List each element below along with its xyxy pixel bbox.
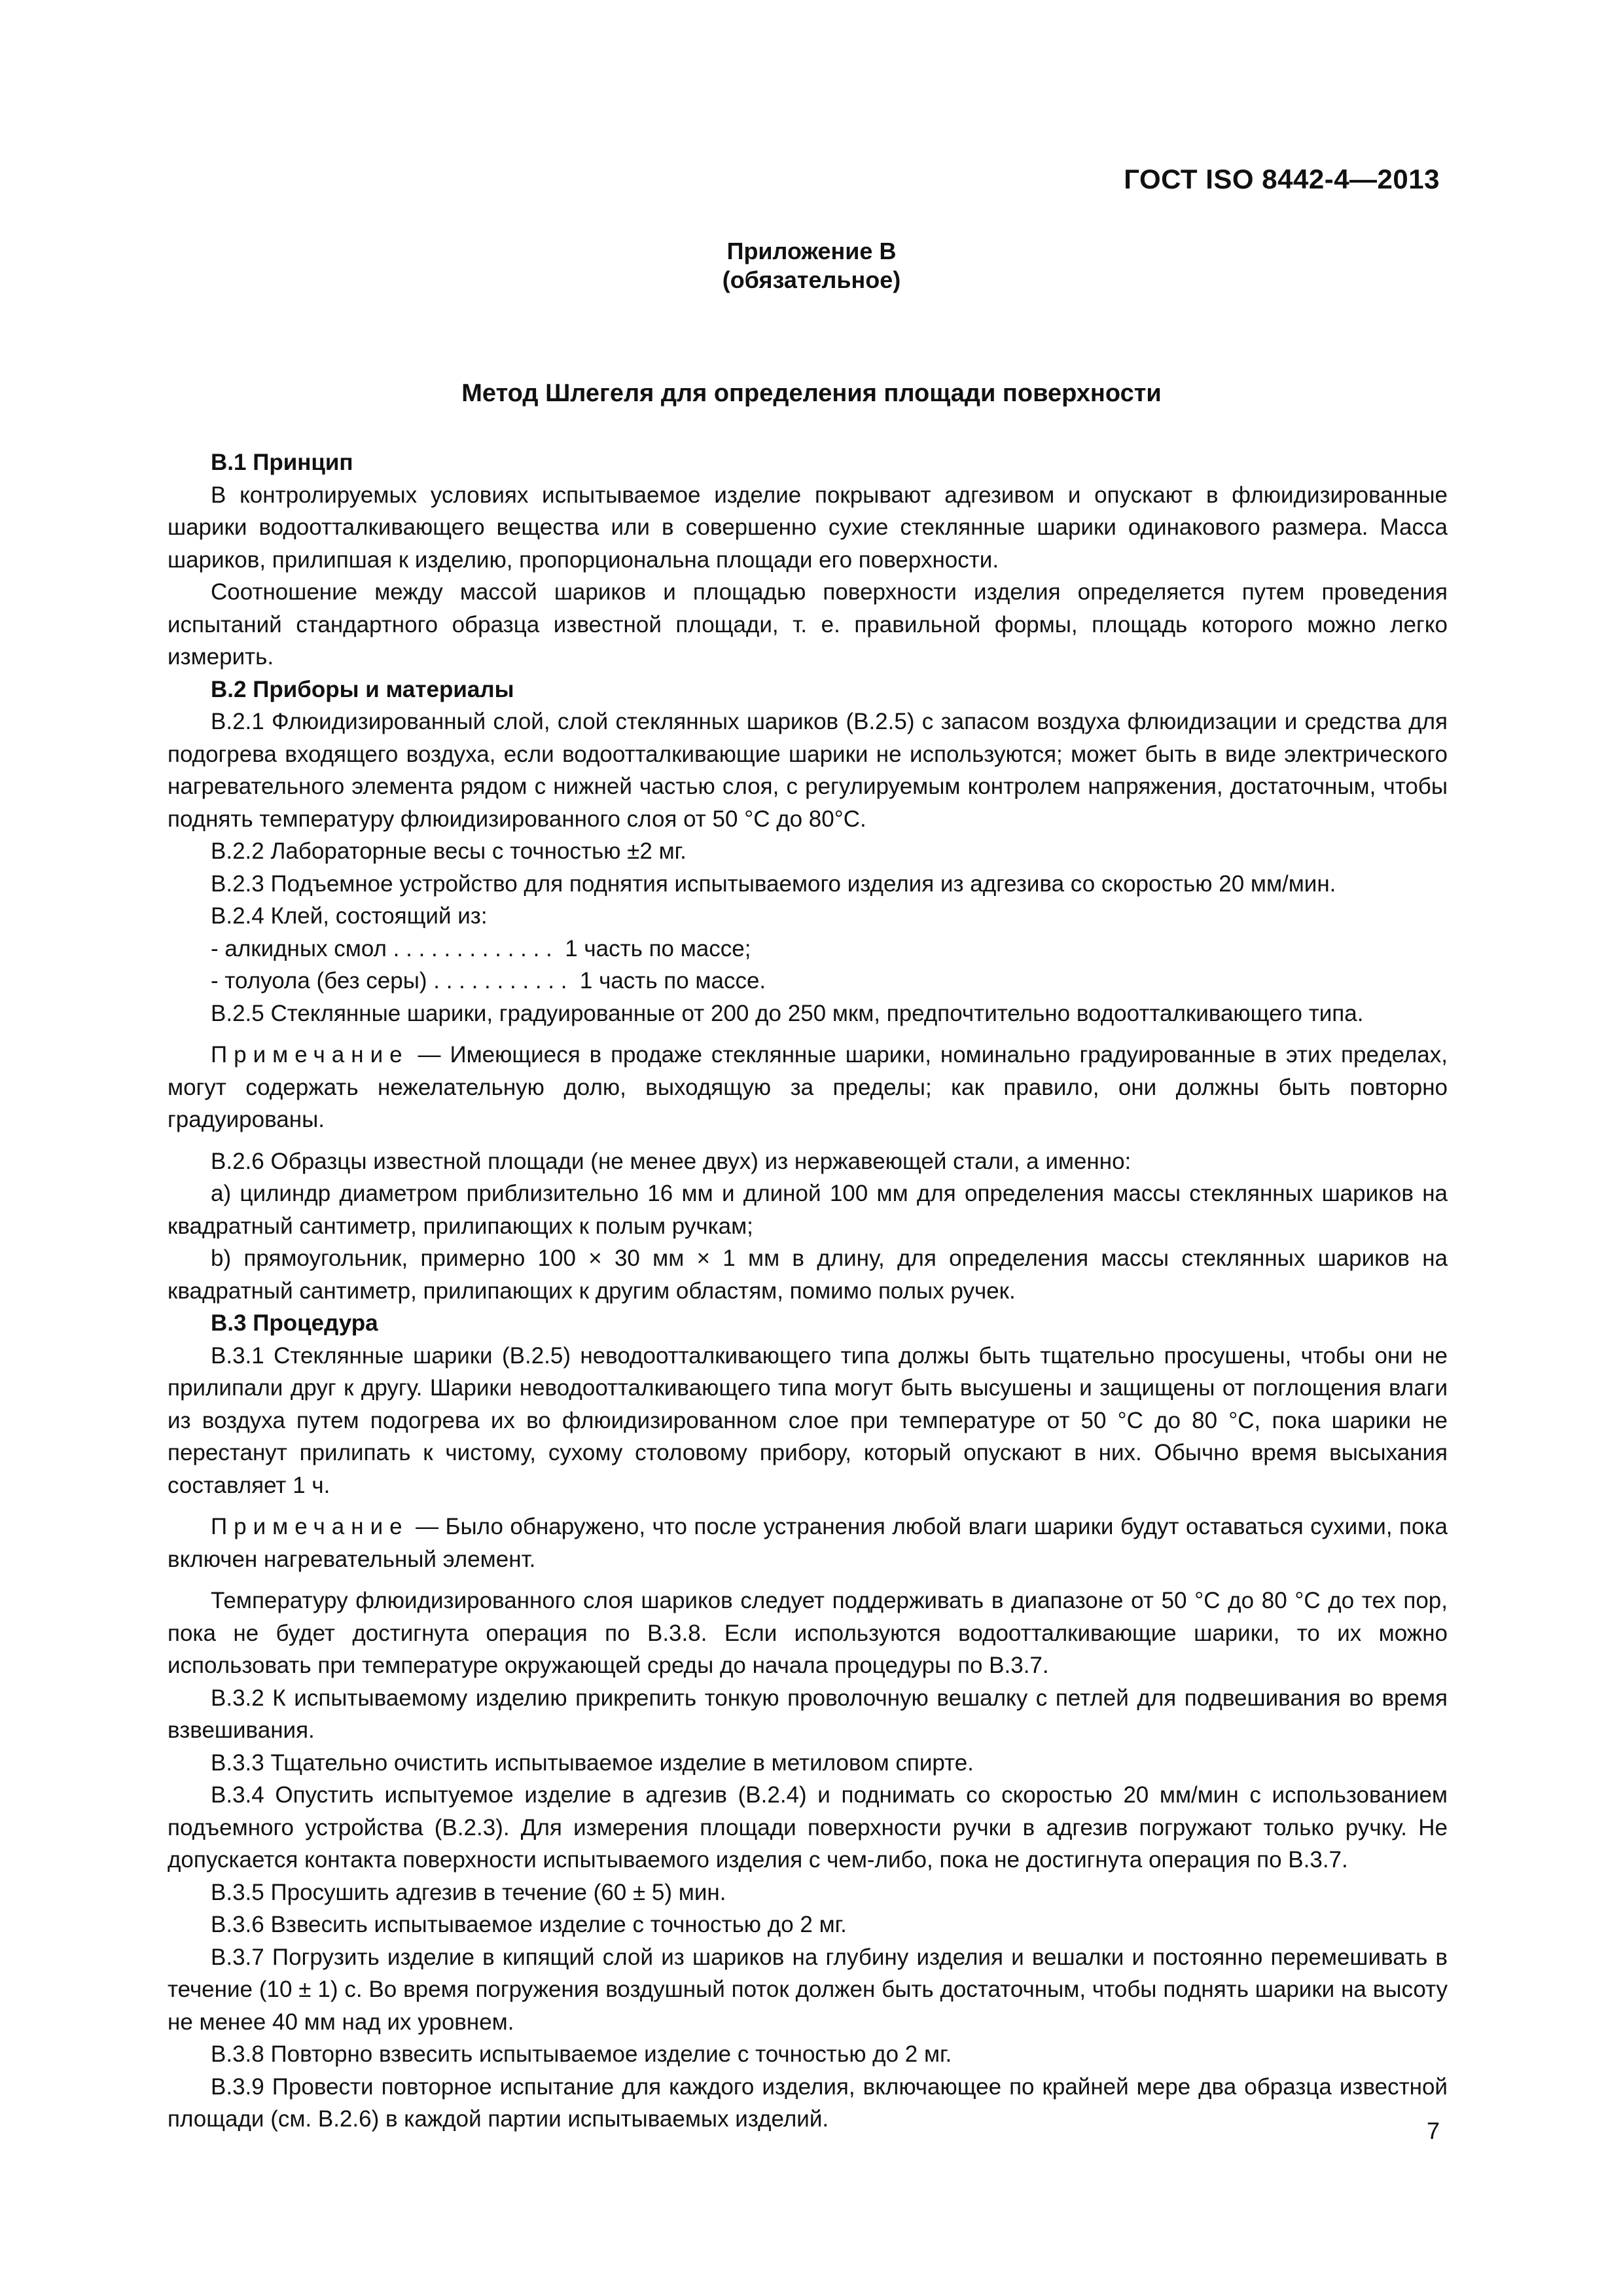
- note-b3: [168, 1511, 1448, 1575]
- document-body: [168, 446, 1448, 2136]
- paragraph-b3-5: В.3.5 Просушить адгезив в течение (60 ± 5) мин.: [211, 1879, 726, 1905]
- section-heading-b2: В.2 Приборы и материалы: [211, 676, 514, 702]
- note-text: — Имеющиеся в продаже стеклянные шарики, номинально градуированные в этих пределах, могут содержать нежелательную долю, выходящую за пределы; как правило, они должны быть повторно градуированы.: [168, 1042, 1448, 1132]
- annex-title: Приложение В: [726, 238, 897, 264]
- paragraph-b3-9: В.3.9 Провести повторное испытание для каждого изделия, включающее по крайней мере два образца известной площади (см. В.2.6) в каждой партии испытываемых изделий.: [168, 2073, 1448, 2132]
- paragraph-b3-7: В.3.7 Погрузить изделие в кипящий слой из шариков на глубину изделия и вешалки и постоянно перемешивать в течение (10 ± 1) с. Во время погружения воздушный поток должен быть достаточным, чтобы поднять шарики на высоту не менее 40 мм над их уровнем.: [168, 1944, 1448, 2035]
- section-heading-b3: В.3 Процедура: [211, 1310, 378, 1336]
- main-title: Метод Шлегеля для определения площади поверхности: [461, 380, 1162, 407]
- paragraph-b2-2: В.2.2 Лабораторные весы с точностью ±2 мг.: [211, 838, 687, 864]
- paragraph-b3-2: В.3.2 К испытываемому изделию прикрепить тонкую проволочную вешалку с петлей для подвешивания во время взвешивания.: [168, 1685, 1448, 1743]
- note-label: Примечание: [211, 1514, 409, 1539]
- paragraph-b3-8: В.3.8 Повторно взвесить испытываемое изделие с точностью до 2 мг.: [211, 2041, 952, 2067]
- section-heading-b1: В.1 Принцип: [211, 450, 353, 475]
- paragraph-b2-3: В.2.3 Подъемное устройство для поднятия испытываемого изделия из адгезива со скоростью 20 мм/мин.: [211, 870, 1336, 897]
- paragraph-b2-4: В.2.4 Клей, состоящий из:: [211, 903, 488, 929]
- paragraph-b3-1: В.3.1 Стеклянные шарики (В.2.5) неводоотталкивающего типа должы быть тщательно просушены, чтобы они не прилипали друг к другу. Шарики неводоотталкивающего типа могут быть высушены и защищены от поглощения влаги из воздуха путем подогрева их во флюидизированном слое при температуре от 50 °С до 80 °С, пока шарики не перестанут прилипать к чистому, сухому столовому прибору, который опускают в них. Обычно время высыхания составляет 1 ч.: [168, 1342, 1448, 1498]
- standard-code: ГОСТ ISO 8442-4—2013: [1124, 164, 1440, 194]
- paragraph-b2-5: В.2.5 Стеклянные шарики, градуированные от 200 до 250 мкм, предпочтительно водоотталкивающего типа.: [211, 1000, 1364, 1026]
- paragraph-b2-6b: b) прямоугольник, примерно 100 × 30 мм × 1 мм в длину, для определения массы стеклянных шариков на квадратный сантиметр, прилипающих к другим областям, помимо полых ручек.: [168, 1246, 1448, 1304]
- note-label: Примечание: [211, 1042, 409, 1067]
- paragraph-b3-6: В.3.6 Взвесить испытываемое изделие с точностью до 2 мг.: [211, 1912, 847, 1937]
- note-b2: [168, 1039, 1448, 1136]
- annex-type: (обязательное): [722, 266, 901, 293]
- paragraph-b3-3: В.3.3 Тщательно очистить испытываемое изделие в метиловом спирте.: [211, 1749, 974, 1776]
- paragraph-b2-6a: а) цилиндр диаметром приблизительно 16 мм и длиной 100 мм для определения массы стеклянных шариков на квадратный сантиметр, прилипающих к полым ручкам;: [168, 1181, 1448, 1239]
- page-number: 7: [1426, 2117, 1440, 2144]
- paragraph-b3-4: В.3.4 Опустить испытуемое изделие в адгезив (В.2.4) и поднимать со скоростью 20 мм/мин с использованием подъемного устройства (В.2.3). Для измерения площади поверхности ручки в адгезив погружают только ручку. Не допускается контакта поверхности испытываемого изделия с чем-либо, пока не достигнута операция по В.3.7.: [168, 1782, 1448, 1873]
- paragraph-b1-2: Соотношение между массой шариков и площадью поверхности изделия определяется путем проведения испытаний стандартного образца известной площади, т. е. правильной формы, площадь которого можно легко измерить.: [168, 579, 1448, 670]
- paragraph-b3-temp: Температуру флюидизированного слоя шариков следует поддерживать в диапазоне от 50 °С до 80 °С до тех пор, пока не будет достигнута операция по В.3.8. Если используются водоотталкивающие шарики, то их можно использовать при температуре окружающей среды до начала процедуры по В.3.7.: [168, 1588, 1448, 1678]
- list-item-toluene: - толуола (без серы) . . . . . . . . . . . 1 часть по массе.: [211, 968, 766, 994]
- list-item-alkyd: - алкидных смол . . . . . . . . . . . . . 1 часть по массе;: [211, 935, 751, 961]
- paragraph-b1-1: В контролируемых условиях испытываемое изделие покрывают адгезивом и опускают в флюидизированные шарики водоотталкивающего вещества или в совершенно сухие стеклянные шарики одинакового размера. Масса шариков, прилипшая к изделию, пропорциональна площади его поверхности.: [168, 482, 1448, 573]
- note-text: — Было обнаружено, что после устранения любой влаги шарики будут оставаться сухими, пока включен нагревательный элемент.: [168, 1514, 1448, 1572]
- paragraph-b2-6: В.2.6 Образцы известной площади (не менее двух) из нержавеющей стали, а именно:: [211, 1148, 1132, 1174]
- paragraph-b2-1: В.2.1 Флюидизированный слой, слой стеклянных шариков (В.2.5) с запасом воздуха флюидизации и средства для подогрева входящего воздуха, если водоотталкивающие шарики не используются; может быть в виде электрического нагревательного элемента рядом с нижней частью слоя, с регулируемым контролем напряжения, достаточным, чтобы поднять температуру флюидизированного слоя от 50 °С до 80°С.: [168, 709, 1448, 832]
